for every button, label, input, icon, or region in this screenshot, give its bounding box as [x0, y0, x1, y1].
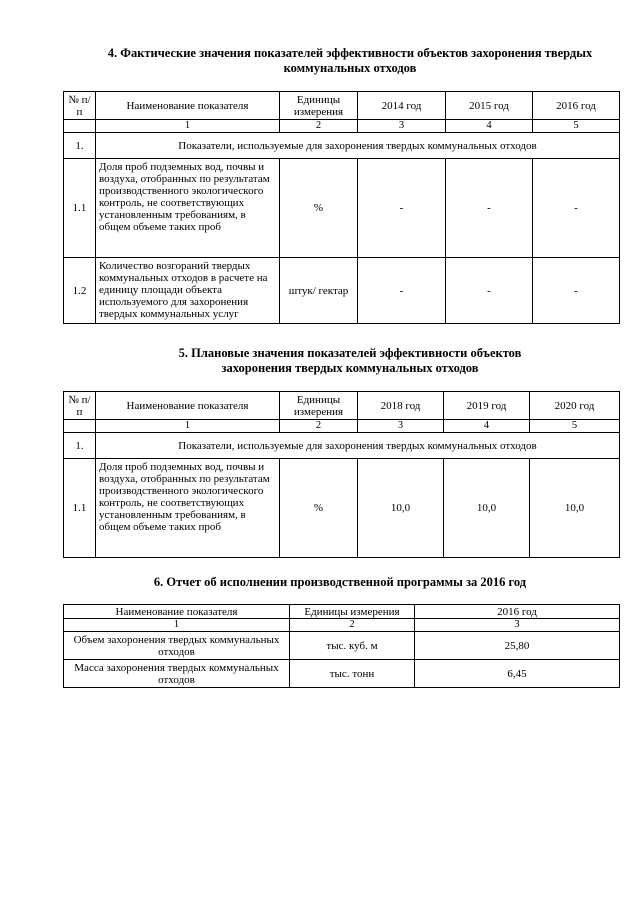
row-name: Объем захоронения твердых коммунальных отходов [64, 632, 290, 660]
row-unit: тыс. куб. м [290, 632, 415, 660]
index-cell: 3 [358, 420, 444, 433]
index-cell: 1 [96, 420, 280, 433]
index-cell: 3 [415, 619, 620, 632]
section6-title: 6. Отчет об исполнении производственной программы за 2016 год [153, 575, 527, 589]
index-cell: 4 [444, 420, 530, 433]
index-cell: 3 [358, 120, 446, 133]
header-row [64, 392, 620, 420]
group-label: Показатели, используемые для захоронения твердых коммунальных отходов [96, 133, 620, 159]
header-unit: Единицы измерения [280, 92, 358, 120]
group-num: 1. [64, 133, 96, 159]
header-num: № п/п [64, 92, 96, 120]
header-row [64, 605, 620, 619]
section4-title [60, 46, 639, 76]
header-year-1: 2018 год [358, 392, 444, 420]
header-year-3: 2020 год [530, 392, 620, 420]
row-value: - [358, 159, 446, 258]
row-unit: штук/ гектар [280, 258, 358, 324]
row-value: - [446, 159, 533, 258]
section6-table [63, 604, 620, 688]
row-value: - [358, 258, 446, 324]
row-value: 25,80 [415, 632, 620, 660]
index-cell: 2 [280, 120, 358, 133]
index-cell: 4 [446, 120, 533, 133]
index-row [64, 120, 620, 133]
row-value: 10,0 [358, 459, 444, 558]
row-num: 1.2 [64, 258, 96, 324]
table-row [64, 258, 620, 324]
section4-title-line2: коммунальных отходов [283, 61, 417, 75]
index-row [64, 420, 620, 433]
table-row [64, 159, 620, 258]
index-cell: 5 [533, 120, 620, 133]
section4-table [63, 91, 620, 324]
group-num: 1. [64, 433, 96, 459]
header-year: 2016 год [415, 605, 620, 619]
header-num: № п/п [64, 392, 96, 420]
table-row [64, 459, 620, 558]
row-value: - [533, 258, 620, 324]
row-num: 1.1 [64, 159, 96, 258]
section5-table [63, 391, 620, 558]
index-cell-empty [64, 420, 96, 433]
row-value: - [533, 159, 620, 258]
row-name: Доля проб подземных вод, почвы и воздуха, отобранных по результатам производственного экологического контроль, не соответствующих установленным требованиям, в общем объеме таких проб [96, 159, 280, 258]
header-year-2: 2019 год [444, 392, 530, 420]
header-name: Наименование показателя [96, 392, 280, 420]
header-unit: Единицы измерения [280, 392, 358, 420]
row-value: - [446, 258, 533, 324]
group-row [64, 433, 620, 459]
row-name: Количество возгораний твердых коммунальных отходов в расчете на единицу площади объекта используемого для захоронения твердых коммунальных услуг [96, 258, 280, 324]
table-row [64, 632, 620, 660]
index-cell: 2 [290, 619, 415, 632]
row-value: 6,45 [415, 660, 620, 688]
index-cell: 2 [280, 420, 358, 433]
index-cell-empty [64, 120, 96, 133]
index-cell: 1 [64, 619, 290, 632]
index-cell: 5 [530, 420, 620, 433]
index-cell: 1 [96, 120, 280, 133]
section4-title-line1: 4. Фактические значения показателей эффективности объектов захоронения твердых [107, 46, 593, 60]
index-row [64, 619, 620, 632]
header-year-2: 2015 год [446, 92, 533, 120]
row-name: Доля проб подземных вод, почвы и воздуха, отобранных по результатам производственного экологического контроль, не соответствующих установленным требованиям, в общем объеме таких проб [96, 459, 280, 558]
header-name: Наименование показателя [64, 605, 290, 619]
header-name: Наименование показателя [96, 92, 280, 120]
section5-title [60, 346, 639, 376]
header-year-1: 2014 год [358, 92, 446, 120]
header-year-3: 2016 год [533, 92, 620, 120]
section5-title-line2: захоронения твердых коммунальных отходов [221, 361, 479, 375]
row-unit: % [280, 159, 358, 258]
row-unit: тыс. тонн [290, 660, 415, 688]
group-label: Показатели, используемые для захоронения твердых коммунальных отходов [96, 433, 620, 459]
header-row [64, 92, 620, 120]
row-name: Масса захоронения твердых коммунальных отходов [64, 660, 290, 688]
row-unit: % [280, 459, 358, 558]
header-unit: Единицы измерения [290, 605, 415, 619]
row-value: 10,0 [530, 459, 620, 558]
table-row [64, 660, 620, 688]
section5-title-line1: 5. Плановые значения показателей эффективности объектов [178, 346, 522, 360]
row-value: 10,0 [444, 459, 530, 558]
row-num: 1.1 [64, 459, 96, 558]
group-row [64, 133, 620, 159]
